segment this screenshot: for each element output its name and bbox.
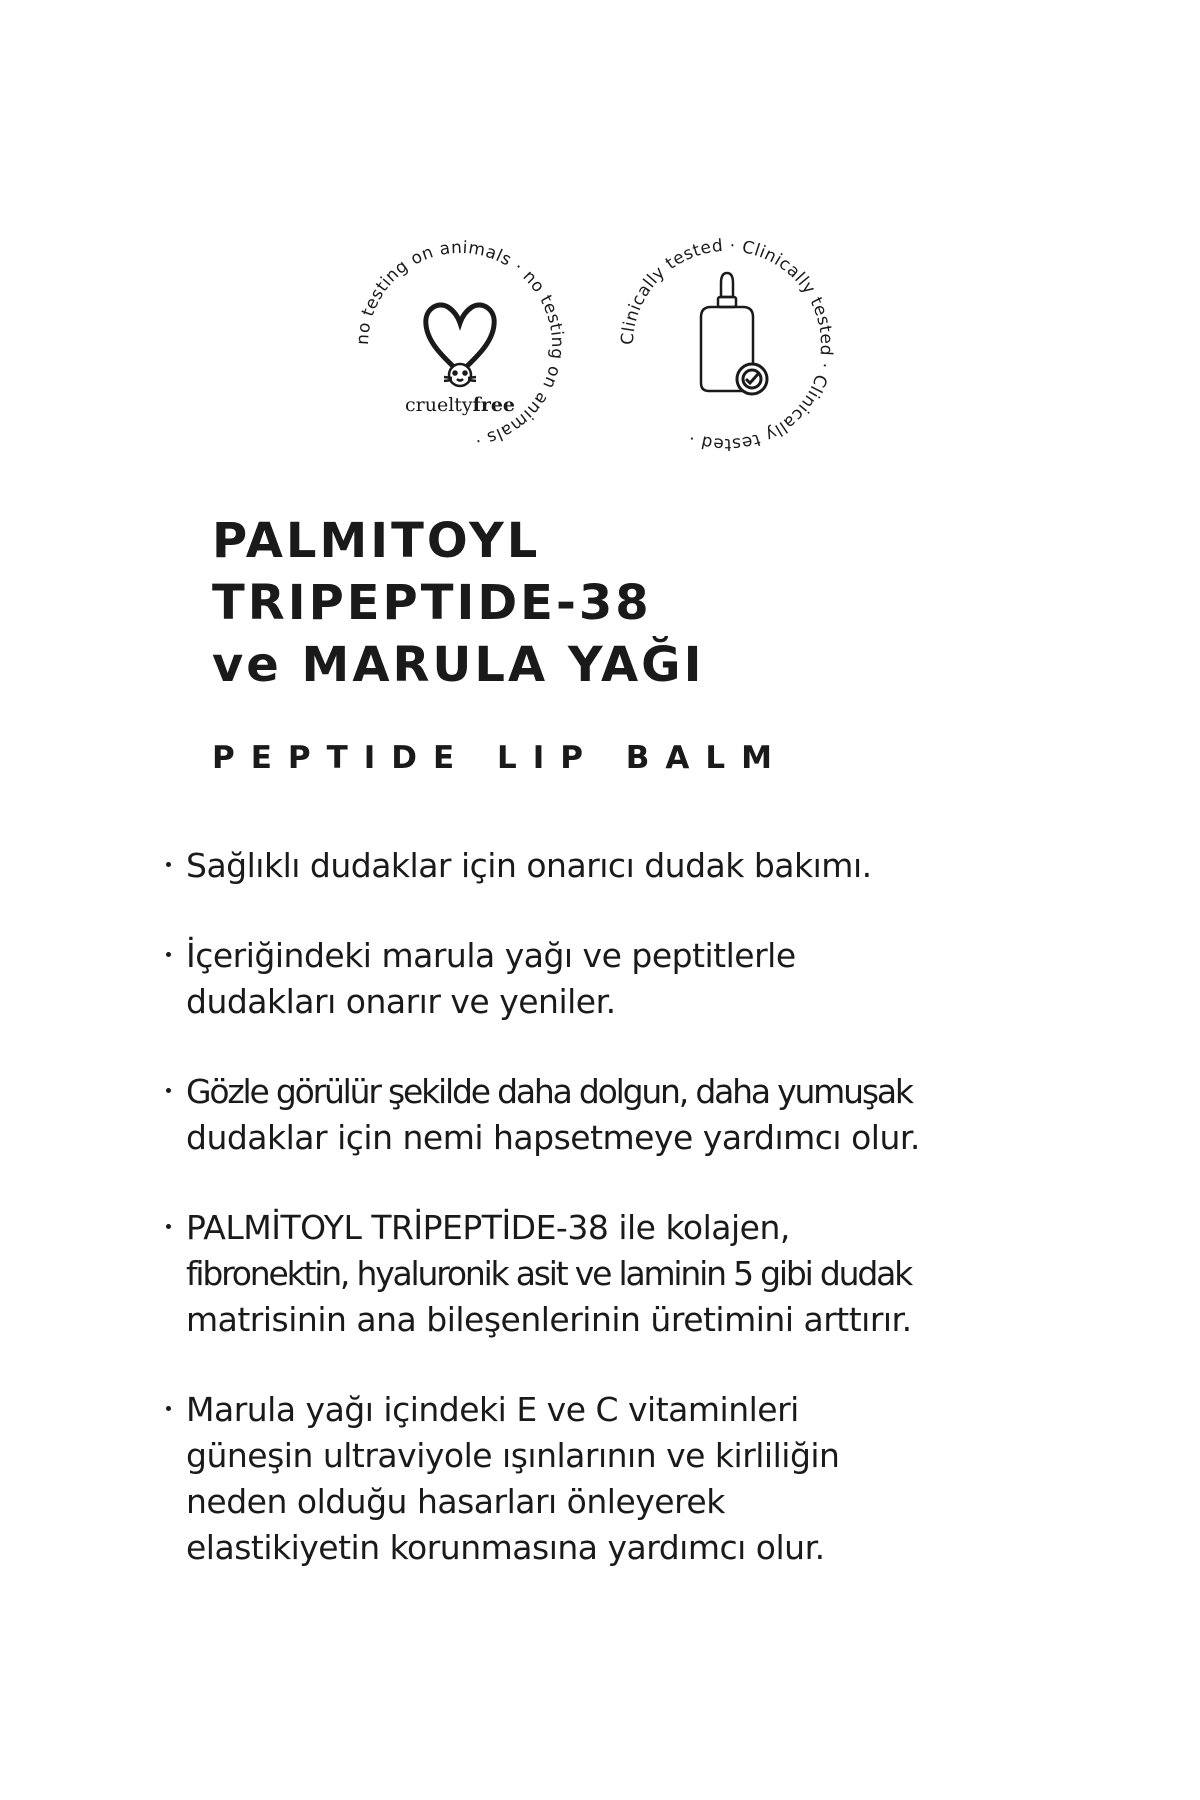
feature-line: dudakları onarır ve yeniler. xyxy=(186,982,616,1021)
bunny-icon xyxy=(444,364,476,386)
feature-line: PALMİTOYL TRİPEPTİDE-38 ile kolajen, xyxy=(186,1208,790,1247)
feature-line: neden olduğu hasarları önleyerek xyxy=(186,1482,725,1521)
feature-item xyxy=(166,1205,1066,1343)
title-line-2: TRIPEPTIDE-38 xyxy=(212,575,652,631)
feature-line: Gözle görülür şekilde daha dolgun, daha yumuşak xyxy=(186,1072,912,1111)
feature-text xyxy=(186,933,1066,1025)
check-badge-icon xyxy=(737,364,767,394)
feature-item xyxy=(166,843,1066,889)
feature-line: dudaklar için nemi hapsetmeye yardımcı olur. xyxy=(186,1118,920,1157)
bullet-icon xyxy=(166,1088,171,1093)
cruelty-free-badge xyxy=(340,225,580,465)
clinically-tested-ring-text: Clinically tested · Clinically tested · Clinically tested · xyxy=(617,235,837,455)
title-line-1: PALMITOYL xyxy=(212,513,541,569)
feature-line: Sağlıklı dudaklar için onarıcı dudak bakımı. xyxy=(186,846,872,885)
feature-line: elastikiyetin korunmasına yardımcı olur. xyxy=(186,1528,825,1567)
feature-text xyxy=(186,1387,1066,1571)
bullet-icon xyxy=(166,952,171,957)
clinically-tested-badge-graphic xyxy=(607,225,847,465)
bullet-icon xyxy=(166,1224,171,1229)
product-title xyxy=(212,510,704,696)
clinically-tested-badge xyxy=(607,225,847,465)
cruelty-free-badge-graphic xyxy=(340,225,580,465)
feature-line: matrisinin ana bileşenlerinin üretimini arttırır. xyxy=(186,1300,912,1339)
feature-item xyxy=(166,933,1066,1025)
bullet-icon xyxy=(166,1406,171,1411)
feature-line: fibronektin, hyaluronik asit ve laminin 5 gibi dudak xyxy=(186,1254,912,1293)
title-line-3: ve MARULA YAĞI xyxy=(212,637,705,693)
feature-line: Marula yağı içindeki E ve C vitaminleri xyxy=(186,1390,799,1429)
feature-line: İçeriğindeki marula yağı ve peptitlerle xyxy=(186,936,796,975)
product-subtitle: PEPTIDE LIP BALM xyxy=(212,740,789,776)
feature-line: güneşin ultraviyole ışınlarının ve kirliliğin xyxy=(186,1436,840,1475)
feature-text xyxy=(186,1069,1066,1161)
bullet-icon xyxy=(166,862,171,867)
feature-item xyxy=(166,1069,1066,1161)
feature-item xyxy=(166,1387,1066,1571)
cruelty-free-label: crueltyfree xyxy=(404,394,516,416)
feature-text xyxy=(186,1205,1066,1343)
feature-list xyxy=(166,843,1066,1615)
feature-text xyxy=(186,843,1066,889)
cruelty-free-ring-text: no testing on animals · no testing on animals · xyxy=(352,237,568,451)
